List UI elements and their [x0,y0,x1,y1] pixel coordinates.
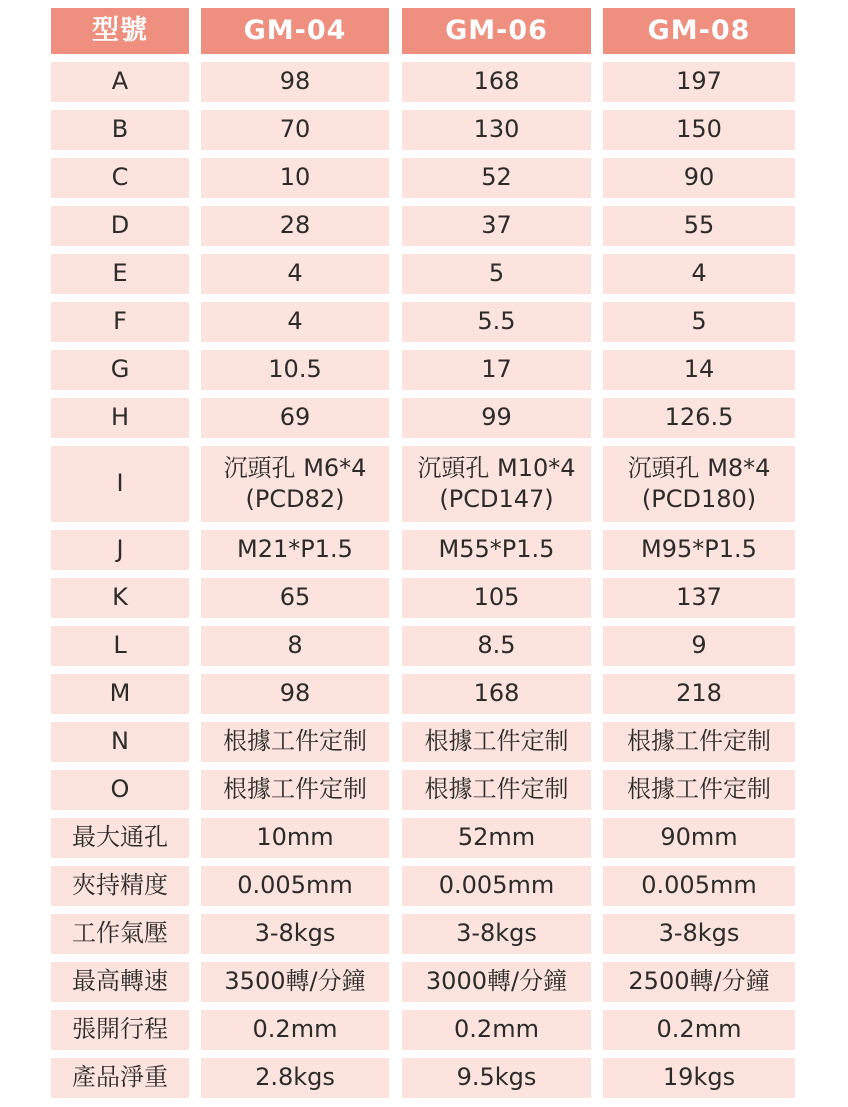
row-label-cell: L [51,626,189,666]
value-cell: 0.005mm [201,866,389,906]
value-line: (PCD180) [641,485,757,513]
value-cell: 10.5 [201,350,389,390]
value-cell: 4 [201,254,389,294]
value-cell: 0.2mm [201,1010,389,1050]
value-cell: 65 [201,578,389,618]
value-cell: 70 [201,110,389,150]
value-cell: 98 [201,674,389,714]
value-cell: 52 [402,158,591,198]
row-label-cell: M [51,674,189,714]
value-cell [201,446,389,522]
value-cell: 3-8kgs [402,914,591,954]
row-label-cell: A [51,62,189,102]
value-cell: 10mm [201,818,389,858]
row-label-cell: 產品淨重 [51,1058,189,1098]
table-row [51,158,795,198]
value-cell: 69 [201,398,389,438]
table-row [51,818,795,858]
value-cell: 98 [201,62,389,102]
table-row [51,62,795,102]
table-row [51,350,795,390]
value-cell: 5.5 [402,302,591,342]
value-line: 沉頭孔 M6*4 [223,453,367,482]
spec-table [51,8,795,1106]
value-cell: 126.5 [603,398,795,438]
row-label-cell: 夾持精度 [51,866,189,906]
value-cell: 130 [402,110,591,150]
row-label-cell: K [51,578,189,618]
value-cell: 0.005mm [402,866,591,906]
table-row [51,1058,795,1098]
value-cell: 根據工件定制 [402,770,591,810]
value-cell: 2.8kgs [201,1058,389,1098]
table-row [51,1010,795,1050]
value-cell: 2500轉/分鐘 [603,962,795,1002]
value-cell: 137 [603,578,795,618]
value-cell: 0.2mm [402,1010,591,1050]
value-cell: 14 [603,350,795,390]
table-row [51,530,795,570]
row-label-cell: I [51,446,189,522]
row-label-cell: D [51,206,189,246]
row-label-cell: B [51,110,189,150]
value-cell: 90mm [603,818,795,858]
value-cell: 19kgs [603,1058,795,1098]
value-cell [402,446,591,522]
value-cell: M55*P1.5 [402,530,591,570]
table-row [51,914,795,954]
header-cell-gm-04: GM-04 [201,8,389,54]
value-cell: 5 [603,302,795,342]
value-cell: 218 [603,674,795,714]
value-line: 沉頭孔 M10*4 [417,453,576,482]
value-cell: 3-8kgs [201,914,389,954]
table-row [51,962,795,1002]
table-row [51,254,795,294]
value-cell: 3000轉/分鐘 [402,962,591,1002]
value-cell: 197 [603,62,795,102]
table-row [51,770,795,810]
value-cell: 105 [402,578,591,618]
value-cell: 55 [603,206,795,246]
table-row [51,446,795,522]
row-label-cell: 最高轉速 [51,962,189,1002]
value-cell: 4 [603,254,795,294]
table-row [51,110,795,150]
row-label-cell: G [51,350,189,390]
header-cell-gm-06: GM-06 [402,8,591,54]
table-row [51,302,795,342]
value-cell: 168 [402,674,591,714]
row-label-cell: 最大通孔 [51,818,189,858]
value-cell: 37 [402,206,591,246]
table-row [51,206,795,246]
value-cell [603,446,795,522]
table-header-row [51,8,795,54]
row-label-cell: H [51,398,189,438]
row-label-cell: F [51,302,189,342]
value-cell: 5 [402,254,591,294]
row-label-cell: J [51,530,189,570]
value-cell: 3-8kgs [603,914,795,954]
value-cell: 99 [402,398,591,438]
value-cell: 8 [201,626,389,666]
header-cell-model: 型號 [51,8,189,54]
value-cell: 0.005mm [603,866,795,906]
row-label-cell: N [51,722,189,762]
table-body [51,62,795,1098]
value-cell: 9 [603,626,795,666]
table-row [51,866,795,906]
value-cell: 根據工件定制 [201,722,389,762]
header-cell-gm-08: GM-08 [603,8,795,54]
value-line: 沉頭孔 M8*4 [627,453,771,482]
value-cell: 90 [603,158,795,198]
table-row [51,674,795,714]
value-cell: 根據工件定制 [402,722,591,762]
value-cell: 4 [201,302,389,342]
value-line: (PCD82) [245,485,345,513]
value-cell: 根據工件定制 [201,770,389,810]
row-label-cell: C [51,158,189,198]
table-row [51,722,795,762]
table-row [51,398,795,438]
value-cell: 根據工件定制 [603,722,795,762]
row-label-cell: E [51,254,189,294]
table-row [51,578,795,618]
row-label-cell: O [51,770,189,810]
value-cell: 10 [201,158,389,198]
value-line: (PCD147) [439,485,554,513]
value-cell: M95*P1.5 [603,530,795,570]
value-cell: M21*P1.5 [201,530,389,570]
value-cell: 根據工件定制 [603,770,795,810]
value-cell: 52mm [402,818,591,858]
row-label-cell: 張開行程 [51,1010,189,1050]
table-row [51,626,795,666]
value-cell: 8.5 [402,626,591,666]
value-cell: 9.5kgs [402,1058,591,1098]
value-cell: 0.2mm [603,1010,795,1050]
value-cell: 17 [402,350,591,390]
value-cell: 28 [201,206,389,246]
value-cell: 3500轉/分鐘 [201,962,389,1002]
row-label-cell: 工作氣壓 [51,914,189,954]
value-cell: 168 [402,62,591,102]
value-cell: 150 [603,110,795,150]
